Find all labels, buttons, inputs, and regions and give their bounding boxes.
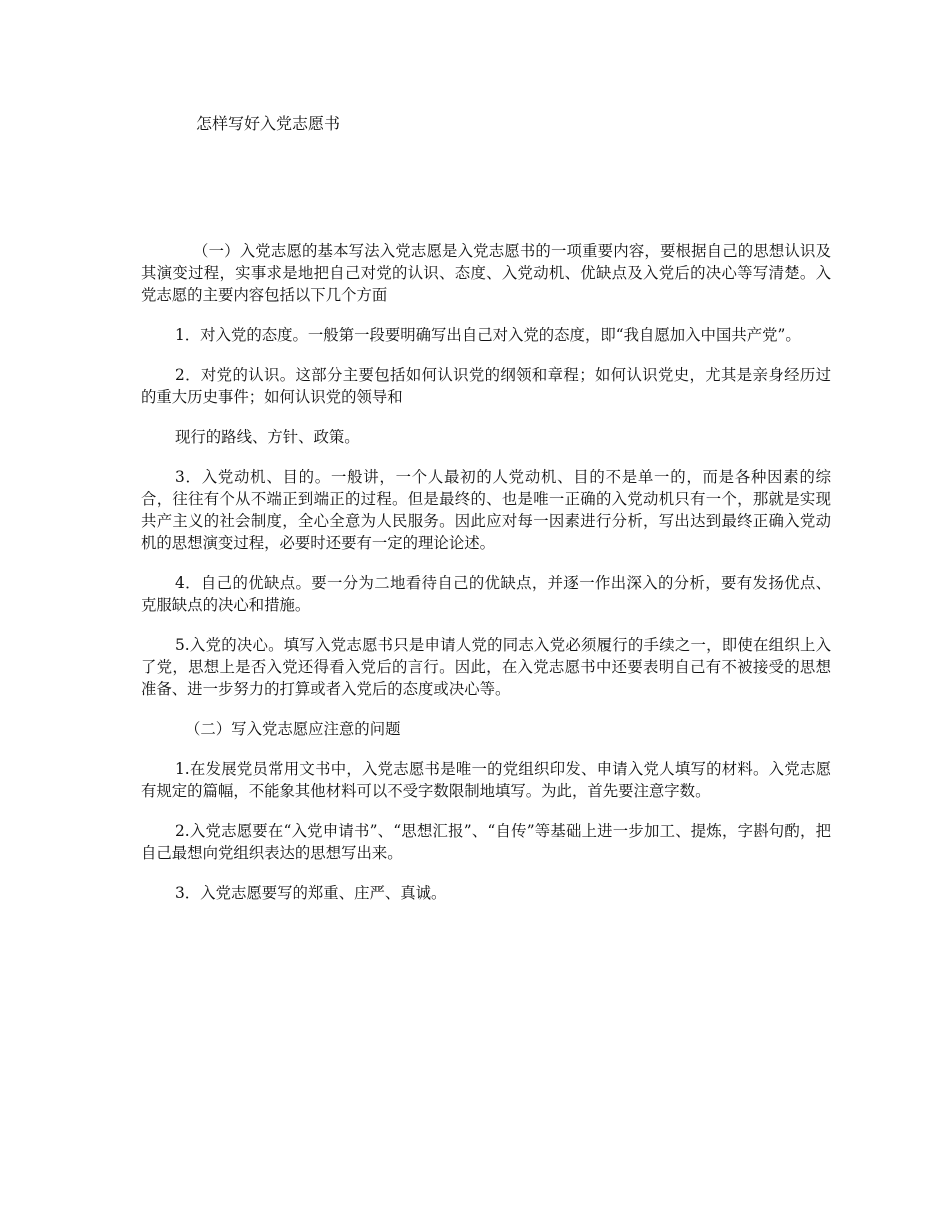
paragraph-policy-line: 现行的路线、方针、政策。 [175, 428, 360, 446]
paragraph-sincerity: 3．入党志愿要写的郑重、庄严、真诚。 [175, 884, 447, 902]
document-body [141, 240, 831, 922]
paragraph-refinement: 2.入党志愿要在“入党申请书”、“思想汇报”、“自传”等基础上进一步加工、提炼，字斟句酌，把自己最想向党组织表达的思想写出来。 [141, 822, 831, 862]
paragraph-strengths-weaknesses: 4．自己的优缺点。要一分为二地看待自己的优缺点，并逐一作出深入的分析，要有发扬优点、克服缺点的决心和措施。 [141, 574, 831, 614]
paragraph-basic-method: （一）入党志愿的基本写法入党志愿是入党志愿书的一项重要内容，要根据自己的思想认识及其演变过程，实事求是地把自己对党的认识、态度、入党动机、优缺点及入党后的决心等写清楚。入党志愿的主要内容包括以下几个方面 [141, 242, 831, 304]
paragraph-determination: 5.入党的决心。填写入党志愿书只是申请人党的同志入党必须履行的手续之一，即使在组织上入了党，思想上是否入党还得看入党后的言行。因此，在入党志愿书中还要表明自己有不被接受的思想准备、进一步努力的打算或者入党后的态度或决心等。 [141, 636, 831, 698]
paragraph-understanding: 2．对党的认识。这部分主要包括如何认识党的纲领和章程；如何认识党史，尤其是亲身经历过的重大历史事件；如何认识党的领导和 [141, 366, 831, 406]
paragraph-section-two-heading: （二）写入党志愿应注意的问题 [185, 720, 401, 738]
paragraph-motivation: 3．入党动机、目的。一般讲，一个人最初的人党动机、目的不是单一的，而是各种因素的综合，往往有个从不端正到端正的过程。但是最终的、也是唯一正确的入党动机只有一个，那就是实现共产主义的社会制度，全心全意为人民服务。因此应对每一因素进行分析，写出达到最终正确入党动机的思想演变过程，必要时还要有一定的理论论述。 [141, 468, 831, 552]
document-title: 怎样写好入党志愿书 [196, 114, 341, 133]
paragraph-word-count: 1.在发展党员常用文书中，入党志愿书是唯一的党组织印发、申请入党人填写的材料。入党志愿有规定的篇幅，不能象其他材料可以不受字数限制地填写。为此，首先要注意字数。 [141, 760, 831, 800]
paragraph-attitude: 1．对入党的态度。一般第一段要明确写出自己对入党的态度，即“我自愿加入中国共产党”。 [175, 326, 801, 344]
